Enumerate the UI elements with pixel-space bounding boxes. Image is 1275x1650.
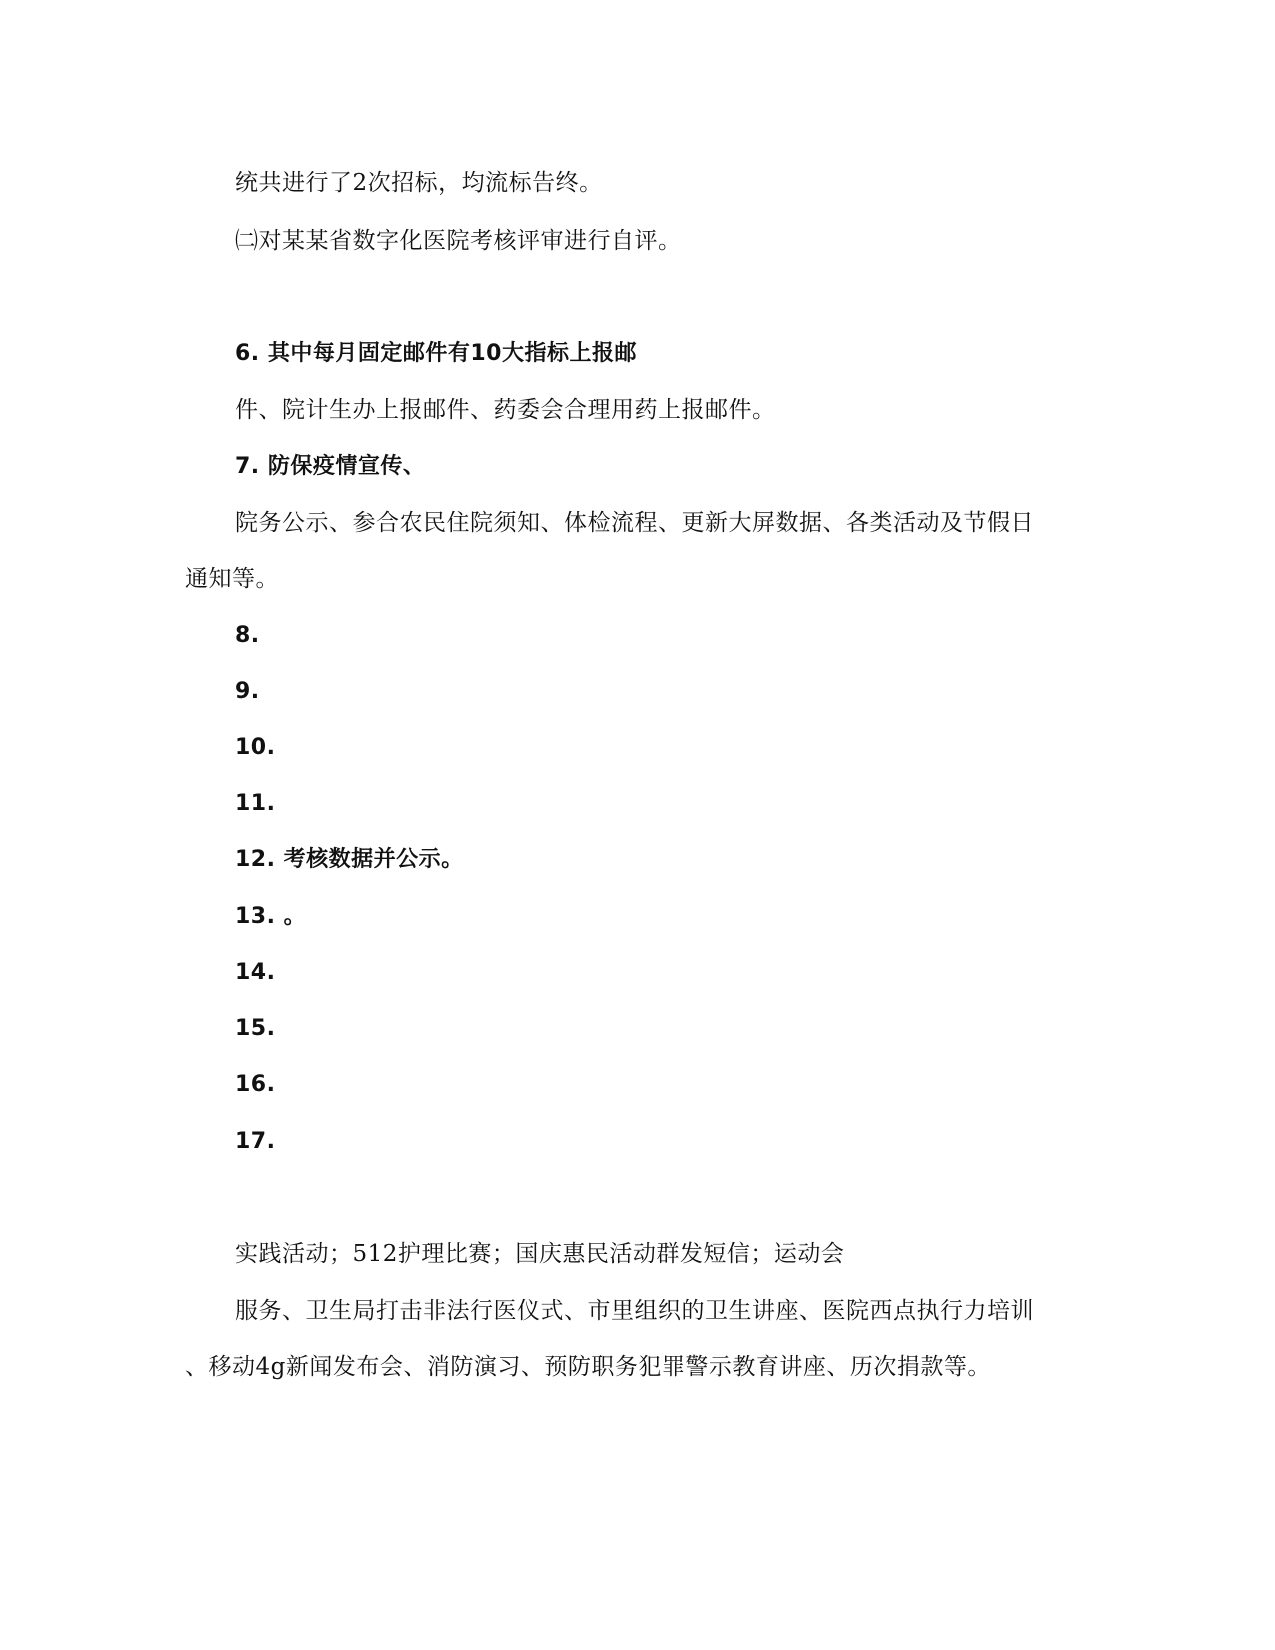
numbered-item-6: 6. 其中每月固定邮件有10大指标上报邮: [235, 341, 637, 366]
paragraph-line-notices: 通知等。: [185, 566, 279, 592]
numbered-item-17: 17.: [235, 1129, 276, 1154]
numbered-item-9: 9.: [235, 679, 260, 704]
numbered-item-10: 10.: [235, 735, 276, 760]
paragraph-line-activities: 实践活动；512护理比赛；国庆惠民活动群发短信；运动会: [235, 1241, 845, 1267]
numbered-item-13: 13. 。: [235, 904, 307, 929]
paragraph-line-services: 服务、卫生局打击非法行医仪式、市里组织的卫生讲座、医院西点执行力培训: [235, 1298, 1034, 1324]
paragraph-line-publicity: 院务公示、参合农民住院须知、体检流程、更新大屏数据、各类活动及节假日: [235, 510, 1034, 536]
numbered-item-8: 8.: [235, 623, 260, 648]
paragraph-line-tender: 统共进行了2次招标，均流标告终。: [235, 170, 603, 196]
numbered-item-15: 15.: [235, 1016, 276, 1041]
numbered-item-12: 12. 考核数据并公示。: [235, 847, 464, 872]
paragraph-line-self-evaluation: ㈡对某某省数字化医院考核评审进行自评。: [235, 228, 682, 254]
paragraph-line-events: 、移动4g新闻发布会、消防演习、预防职务犯罪警示教育讲座、历次捐款等。: [185, 1354, 991, 1380]
numbered-item-11: 11.: [235, 791, 276, 816]
numbered-item-7: 7. 防保疫情宣传、: [235, 454, 426, 479]
numbered-item-16: 16.: [235, 1072, 276, 1097]
paragraph-line-emails: 件、院计生办上报邮件、药委会合理用药上报邮件。: [235, 397, 776, 423]
numbered-item-14: 14.: [235, 960, 276, 985]
